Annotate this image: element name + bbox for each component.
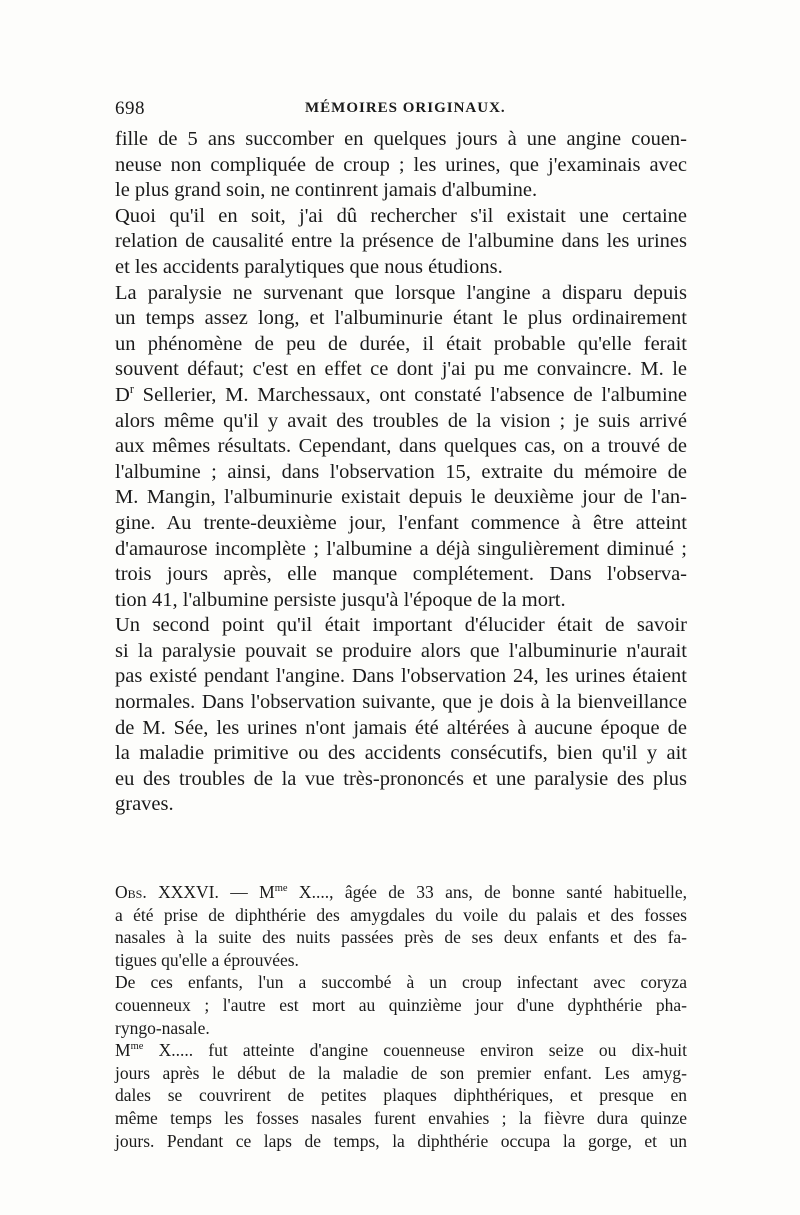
- text-line: un phénomène de peu de durée, il était probable qu'elle ferait: [115, 332, 687, 355]
- text-line: fille de 5 ans succomber en quelques jours à une angine couen-: [115, 128, 687, 150]
- text-line: le plus grand soin, ne continrent jamais d'albumine.: [115, 179, 538, 202]
- observation-paragraph: [115, 971, 687, 1039]
- text-line: et les accidents paralytiques que nous étudions.: [115, 255, 503, 278]
- page-number: 698: [115, 98, 145, 119]
- text-line: dales se couvrirent de petites plaques diphthériques, et presque en: [115, 1085, 687, 1106]
- text-line: l'albumine ; ainsi, dans l'observation 15, extraite du mémoire de: [115, 460, 687, 483]
- observation-paragraph: [115, 881, 687, 971]
- text-line: $D^r$ Sellerier, M. Marchessaux, ont constaté l'absence de l'albumine: [115, 382, 687, 406]
- text-line: Quoi qu'il en soit, j'ai dû rechercher s'il existait une certaine: [115, 204, 687, 227]
- text-line: jours après le début de la maladie de son premier enfant. Les amyg-: [115, 1062, 687, 1083]
- main-text: [115, 127, 687, 818]
- text-line: même temps les fosses nasales furent envahies ; la fièvre dura quinze: [115, 1107, 687, 1128]
- text-line: $M^{me}$ X..... fut atteinte d'angine couenneuse environ seize ou dix-huit: [115, 1040, 687, 1061]
- text-line: tigues qu'elle a éprouvées.: [115, 949, 299, 970]
- running-title: MÉMOIRES ORIGINAUX.: [305, 100, 506, 116]
- text-line: tion 41, l'albumine persiste jusqu'à l'époque de la mort.: [115, 588, 566, 611]
- text-line: normales. Dans l'observation suivante, que je dois à la bienveillance: [115, 691, 687, 714]
- text-line: nasales à la suite des nuits passées près de ses deux enfants et des fa-: [115, 927, 687, 948]
- text-line: la maladie primitive ou des accidents consécutifs, bien qu'il y ait: [115, 742, 687, 765]
- text-line: La paralysie ne survenant que lorsque l'angine a disparu depuis: [115, 281, 687, 304]
- text-line: eu des troubles de la vue très-prononcés et une paralysie des plus: [115, 767, 687, 790]
- page-header: [115, 98, 690, 122]
- paragraph: [115, 613, 687, 818]
- text-line: jours. Pendant ce laps de temps, la diphthérie occupa la gorge, et un: [115, 1130, 687, 1151]
- text-line: gine. Au trente-deuxième jour, l'enfant commence à être atteint: [115, 511, 687, 534]
- observation-text: [115, 881, 687, 1152]
- text-line: pas existé pendant l'angine. Dans l'observation 24, les urines étaient: [115, 665, 687, 688]
- paragraph: [115, 127, 687, 204]
- text-line: trois jours après, elle manque complétement. Dans l'observa-: [115, 563, 687, 586]
- text-line: M. Mangin, l'albuminurie existait depuis le deuxième jour de l'an-: [115, 486, 687, 509]
- text-line: Obs. XXXVI. — $M^{me}$ X...., âgée de 33 ans, de bonne santé habituelle,: [115, 882, 687, 902]
- text-line: ryngo-nasale.: [115, 1017, 210, 1038]
- text-line: graves.: [115, 793, 174, 816]
- text-line: alors même qu'il y avait des troubles de la vision ; je suis arrivé: [115, 409, 687, 432]
- text-line: De ces enfants, l'un a succombé à un croup infectant avec coryza: [115, 972, 687, 993]
- text-line: souvent défaut; c'est en effet ce dont j'ai pu me convaincre. M. le: [115, 358, 687, 381]
- text-line: si la paralysie pouvait se produire alors que l'albuminurie n'aurait: [115, 639, 687, 662]
- text-line: a été prise de diphthérie des amygdales du voile du palais et des fosses: [115, 904, 687, 925]
- observation-label: Obs.: [115, 882, 147, 902]
- text-line: d'amaurose incomplète ; l'albumine a déjà singulièrement diminué ;: [115, 537, 687, 560]
- paragraph: [115, 204, 687, 281]
- text-line: relation de causalité entre la présence de l'albumine dans les urines: [115, 230, 687, 253]
- text-line: un temps assez long, et l'albuminurie étant le plus ordinairement: [115, 307, 687, 330]
- text-line: couenneux ; l'autre est mort au quinzième jour d'une dyphthérie pha-: [115, 994, 687, 1015]
- text-line: Un second point qu'il était important d'élucider était de savoir: [115, 614, 687, 637]
- paragraph: [115, 281, 687, 614]
- text-line: de M. Sée, les urines n'ont jamais été altérées à aucune époque de: [115, 716, 687, 739]
- observation-paragraph: [115, 1039, 687, 1152]
- text-line: neuse non compliquée de croup ; les urines, que j'examinais avec: [115, 153, 687, 176]
- text-line: aux mêmes résultats. Cependant, dans quelques cas, on a trouvé de: [115, 435, 687, 458]
